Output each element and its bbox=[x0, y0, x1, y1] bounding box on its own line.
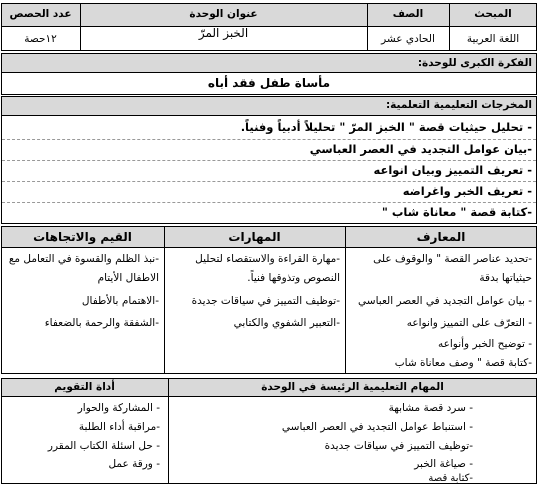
outcome-item-1: - تحليل حيثيات قصة " الخبز المرّ " تحليلاً أدبياً وفنياً. bbox=[240, 120, 532, 134]
outcome-item-3: - تعريف التمييز وبيان انواعه bbox=[373, 163, 532, 177]
unit-title-value: الخبز المرّ bbox=[198, 26, 249, 40]
knowledge-item-6: -كتابة قصة " وصف معاناة شاب bbox=[394, 357, 532, 369]
grade-value: الحادي عشر bbox=[381, 33, 435, 45]
skills-item-3: -توظيف التمييز في سياقات جديدة bbox=[191, 295, 340, 307]
assessment-title: أداة التقويم bbox=[54, 381, 115, 393]
knowledge-title: المعارف bbox=[416, 230, 466, 244]
task-item-2: - استنباط عوامل التجديد في العصر العباسي bbox=[281, 421, 473, 433]
assessment-item-2: -مراقبة أداء الطلبة bbox=[78, 421, 160, 433]
task-item-3: -توظيف التمييز في سياقات جديدة bbox=[324, 440, 473, 452]
knowledge-item-1: -تحديد عناصر القصة " والوقوف على bbox=[373, 253, 532, 265]
periods-label: عدد الحصص bbox=[9, 8, 72, 20]
task-item-5: -كتابة قصة bbox=[428, 473, 473, 484]
subject-value: اللغة العربية bbox=[466, 33, 520, 45]
subject-label: المبحث bbox=[474, 8, 512, 20]
task-item-4: - صياغة الخبر bbox=[414, 458, 473, 470]
task-item-1: - سرد قصة مشابهة bbox=[388, 402, 473, 414]
outcome-item-4: - تعريف الخبر واغراضه bbox=[402, 184, 532, 198]
tasks-title: المهام التعليمية الرئيسة في الوحدة bbox=[261, 381, 444, 393]
values-item-2: الاطفال الأيتام bbox=[97, 272, 159, 284]
grade-label: الصف bbox=[392, 8, 424, 20]
knowledge-item-3: - بيان عوامل التجديد في العصر العباسي bbox=[358, 295, 532, 307]
unit-title-label: عنوان الوحدة bbox=[189, 8, 258, 20]
values-title: القيم والاتجاهات bbox=[33, 230, 132, 244]
values-item-3: -الاهتمام بالأطفال bbox=[81, 295, 159, 307]
periods-value: ١٢حصة bbox=[24, 33, 57, 45]
outcome-item-2: -بيان عوامل التجديد في العصر العباسي bbox=[309, 142, 532, 156]
outcomes-label: المخرجات التعليمية التعلمية: bbox=[385, 99, 532, 111]
knowledge-item-4: - التعرّف على التمييز وانواعه bbox=[406, 317, 532, 329]
assessment-item-1: - المشاركة والحوار bbox=[77, 402, 160, 414]
values-item-4: -الشفقة والرحمة بالضعفاء bbox=[44, 317, 159, 329]
big-idea-value: مأساة طفل فقد أباه bbox=[207, 76, 331, 90]
knowledge-item-2: حيثياتها بدقة bbox=[479, 272, 532, 284]
outcome-item-5: -كتابة قصة " معاناة شاب " bbox=[381, 205, 532, 219]
skills-title: المهارات bbox=[228, 230, 281, 244]
skills-item-1: -مهارة القراءة والاستقصاء لتحليل bbox=[195, 253, 340, 265]
skills-item-4: -التعبير الشفوي والكتابي bbox=[233, 317, 340, 329]
assessment-item-3: - حل اسئلة الكتاب المقرر bbox=[47, 440, 160, 452]
big-idea-label: الفكرة الكبرى للوحدة: bbox=[417, 57, 532, 69]
skills-item-2: النصوص وتذوقها فنياً. bbox=[247, 272, 340, 284]
assessment-item-4: - ورقة عمل bbox=[108, 458, 160, 470]
values-item-1: -نبذ الظلم والقسوة في التعامل مع bbox=[8, 253, 159, 265]
knowledge-item-5: - توضيح الخبر وأنواعه bbox=[437, 338, 532, 350]
